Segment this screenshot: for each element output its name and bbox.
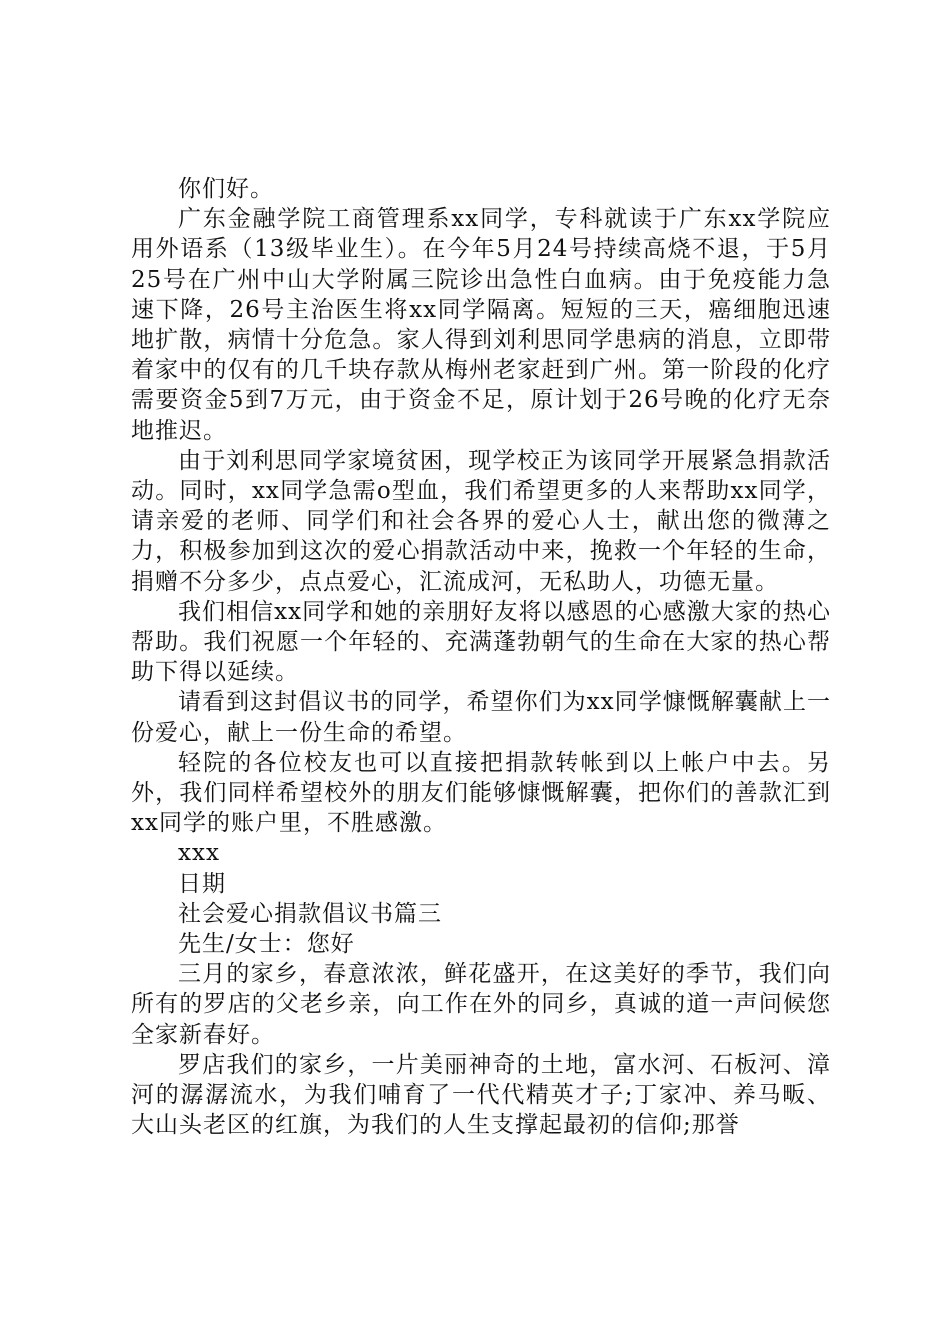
salutation: 先生/女士：您好: [178, 931, 355, 958]
paragraph-4: 请看到这封倡议书的同学，希望你们为xx同学慷慨解囊献上一份爱心，献上一份生命的希望。: [131, 689, 831, 746]
document-body: [131, 174, 831, 1141]
paragraph-2: 由于刘利思同学家境贫困，现学校正为该同学开展紧急捐款活动。同时，xx同学急需o型血，我们希望更多的人来帮助xx同学，请亲爱的老师、同学们和社会各界的爱心人士，献出您的微薄之力，积极参加到这次的爱心捐款活动中来，挽救一个年轻的生命，捐赠不分多少，点点爱心，汇流成河，无私助人，功德无量。: [131, 447, 831, 595]
signature: xxx: [178, 840, 220, 867]
section-title: 社会爱心捐款倡议书篇三: [178, 900, 442, 927]
paragraph-3: 我们相信xx同学和她的亲朋好友将以感恩的心感激大家的热心帮助。我们祝愿一个年轻的、充满蓬勃朝气的生命在大家的热心帮助下得以延续。: [131, 598, 831, 686]
paragraph-6: 三月的家乡，春意浓浓，鲜花盛开，在这美好的季节，我们向所有的罗店的父老乡亲，向工作在外的同乡，真诚的道一声问候您全家新春好。: [131, 961, 831, 1048]
paragraph-1: 广东金融学院工商管理系xx同学，专科就读于广东xx学院应用外语系（13级毕业生）。在今年5月24号持续高烧不退，于5月25号在广州中山大学附属三院诊出急性白血病。由于免疫能力急速下降，26号主治医生将xx同学隔离。短短的三天，癌细胞迅速地扩散，病情十分危急。家人得到刘利思同学患病的消息，立即带着家中的仅有的几千块存款从梅州老家赶到广州。第一阶段的化疗需要资金5到7万元，由于资金不足，原计划于26号晚的化疗无奈地推迟。: [131, 206, 831, 444]
date-label: 日期: [178, 870, 226, 897]
paragraph-7: 罗店我们的家乡，一片美丽神奇的土地，富水河、石板河、漳河的潺潺流水，为我们哺育了一代代精英才子;丁家冲、养马畈、大山头老区的红旗，为我们的人生支撑起最初的信仰;那誉: [131, 1051, 831, 1139]
paragraph-5: 轻院的各位校友也可以直接把捐款转帐到以上帐户中去。另外，我们同样希望校外的朋友们能够慷慨解囊，把你们的善款汇到xx同学的账户里，不胜感激。: [131, 749, 831, 837]
greeting: 你们好。: [178, 176, 274, 202]
